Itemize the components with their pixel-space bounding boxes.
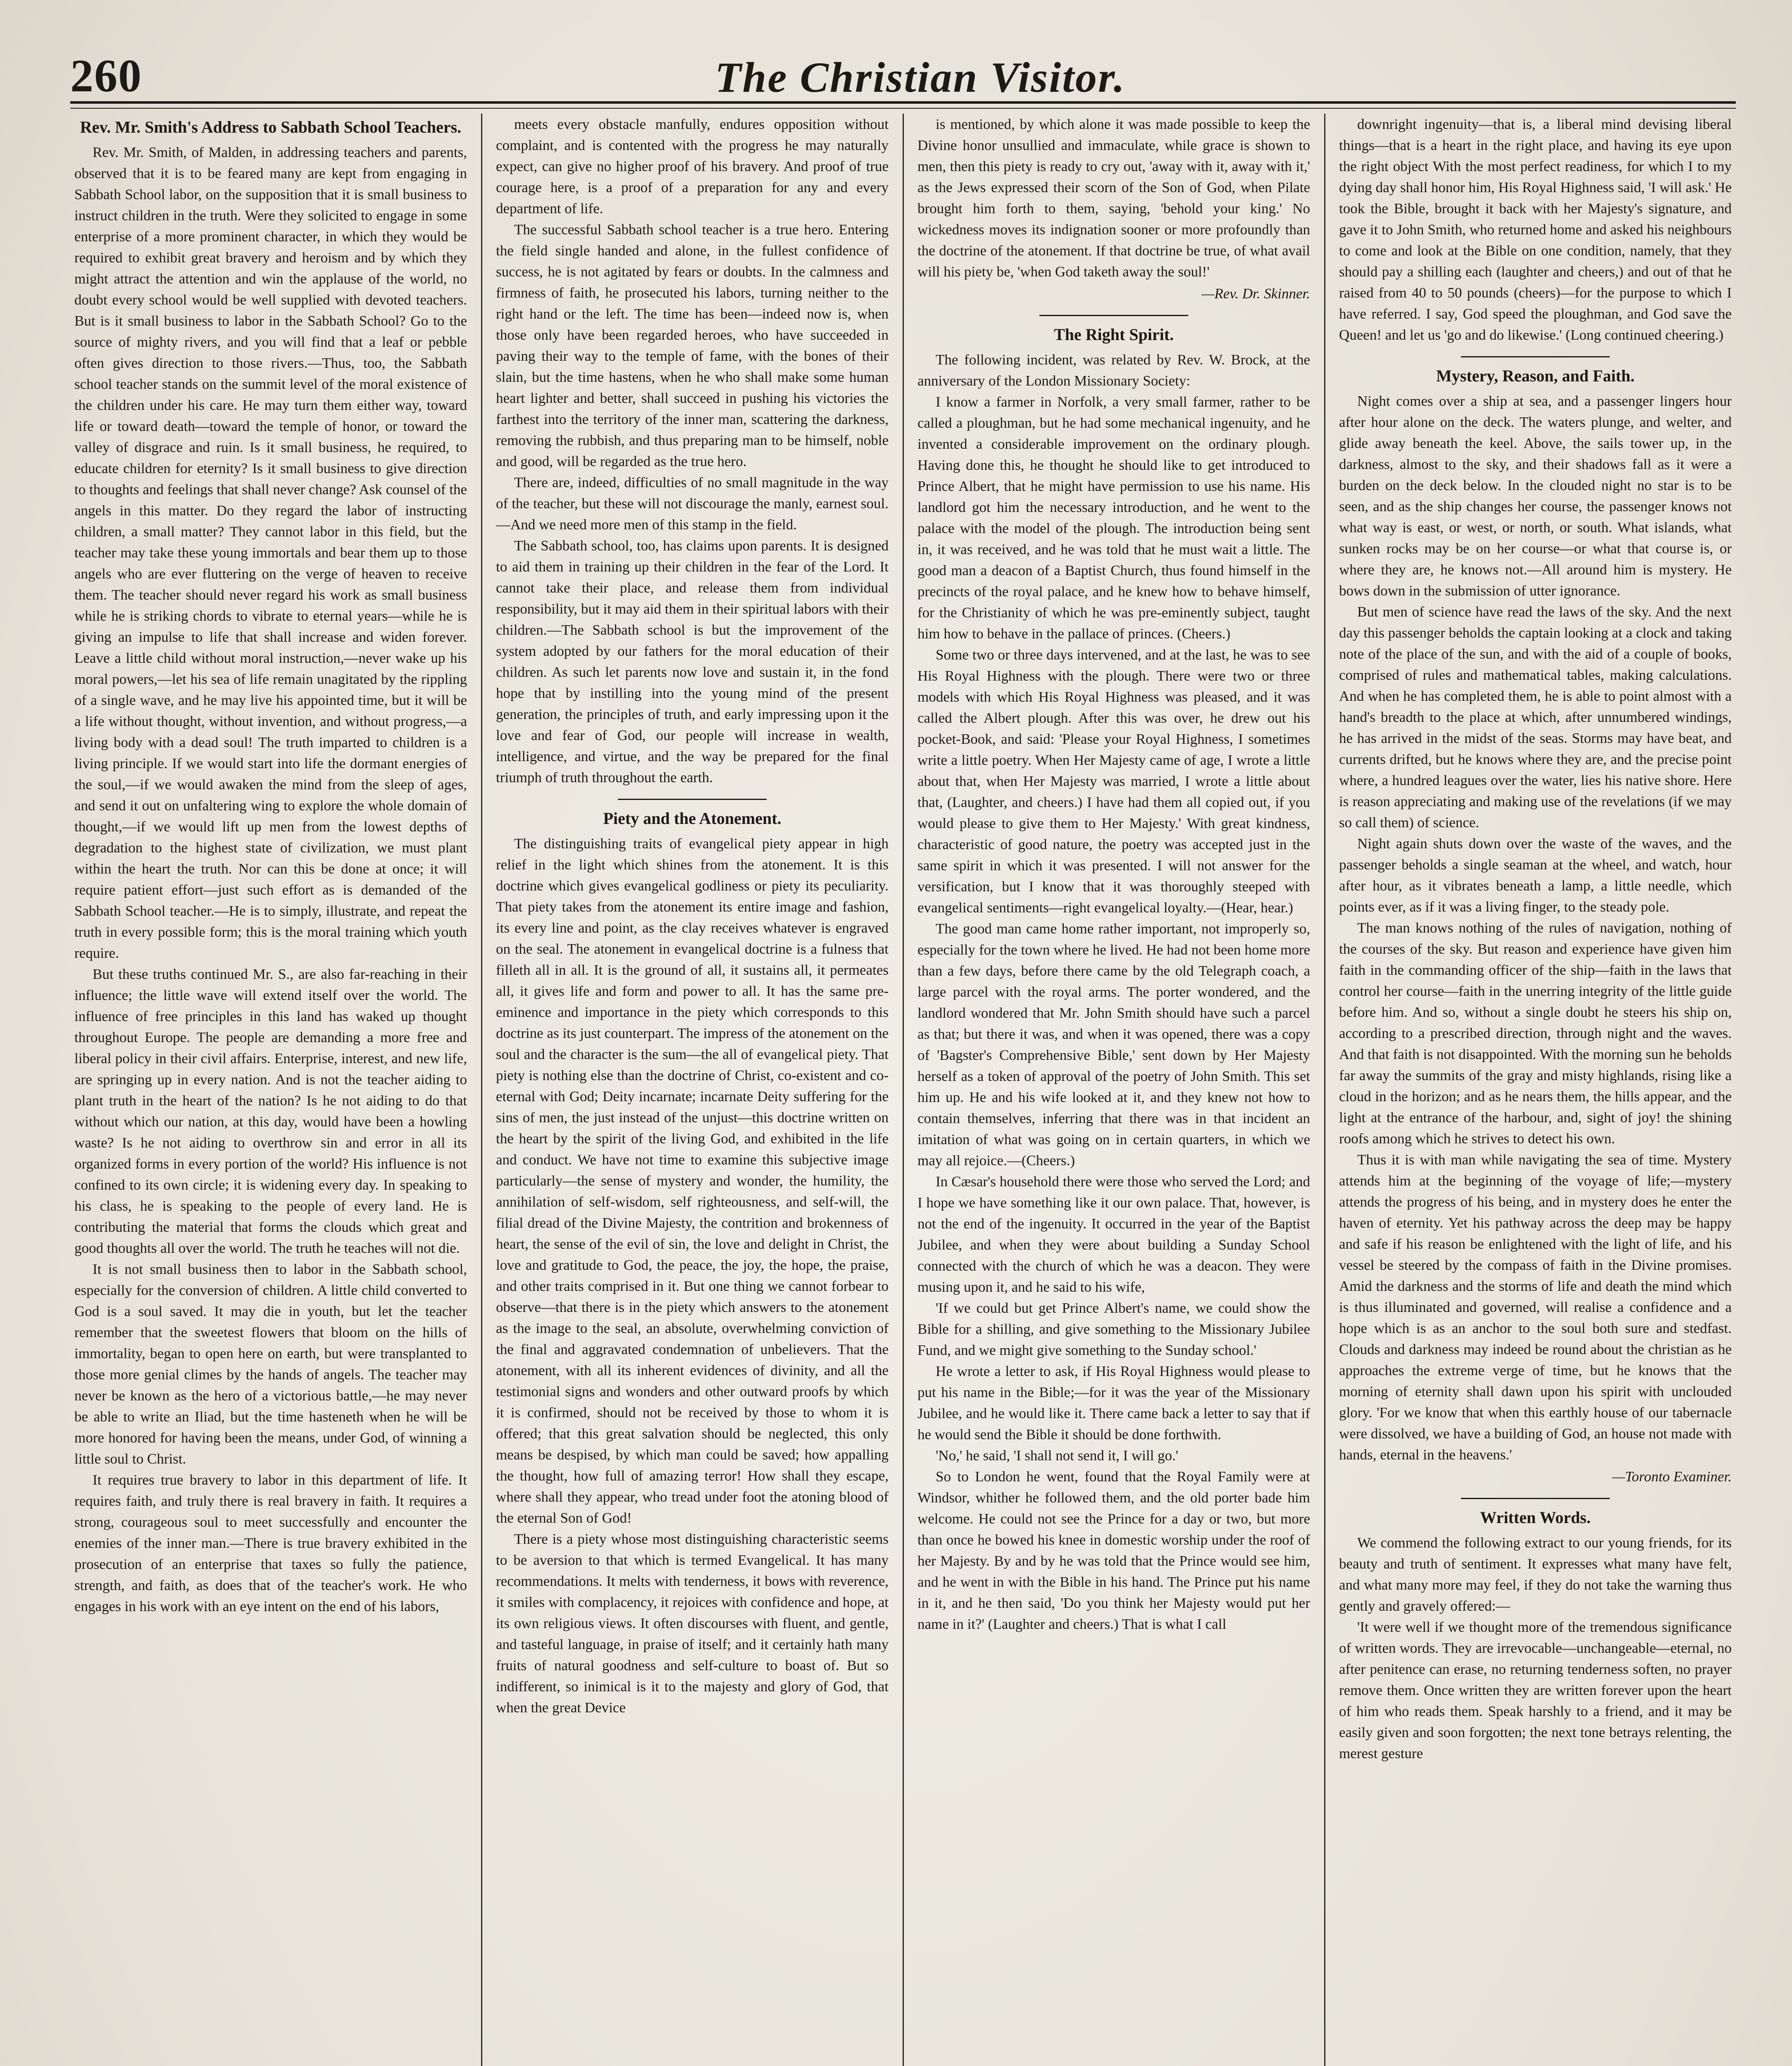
section-rule (1039, 315, 1188, 316)
newspaper-title: The Christian Visitor. (715, 54, 1126, 101)
article-paragraph: Thus it is with man while navigating the sea of time. Mystery attends him at the beginning of the voyage of life;—mystery attends the progress of his being, and in mystery does he enter the haven of eternity. Yet his pathway across the deep may be happy and safe if his reason be enlightened with the light of life, and his vessel be steered by the compass of faith in the Divine promises. Amid the darkness and the storms of life and death the mind which is thus illuminated and governed, will realise a confidence and a hope which is as an anchor to the soul both sure and stedfast. Clouds and darkness may indeed be round about the christian as he approaches the extreme verge of time, but he knows that the morning of eternity shall dawn upon his spirit with unclouded glory. 'For we know that when this earthly house of our tabernacle were dissolved, we have a building of God, an house not made with hands, eternal in the heavens.' (1339, 1152, 1732, 1463)
article-paragraph: 'It were well if we thought more of the tremendous significance of written words. They are irrevocable—unchangeable—eternal, no after penitence can erase, no returning tenderness soften, no prayer remove them. Once written they are written forever upon the heart of him who reads them. Speak harshly to a friend, and it may be easily given and soon forgotten; the next tone betrays relenting, the merest gesture (1339, 1619, 1732, 1761)
article-headline: Piety and the Atonement. (603, 809, 782, 828)
article-paragraph: Night again shuts down over the waste of the waves, and the passenger beholds a single seaman at the wheel, and watch, hour after hour, as it vibrates beneath a lamp, a little needle, which points ever, as if it was a living finger, to the steady pole. (1339, 835, 1732, 915)
article-paragraph: He wrote a letter to ask, if His Royal Highness would please to put his name in the Bible;—for it was the year of the Missionary Jubilee, and he would like it. There came back a letter to say that if he would send the Bible it should be done forthwith. (917, 1363, 1310, 1442)
column-4 (1339, 114, 1732, 2066)
article-headline: The Right Spirit. (1053, 325, 1174, 344)
article-paragraph: The distinguishing traits of evangelical piety appear in high relief in the light which shines from the atonement. It is this doctrine which gives evangelical godliness or piety its peculiarity. That piety takes from the atonement its entire image and fashion, its every line and point, as the clay receives whatever is engraved on the seal. The atonement in evangelical doctrine is a fulness that filleth all in all. It is the ground of all, it sustains all, it permeates all, it gives life and form and power to all. It has the same pre-eminence and importance in the piety which corresponds to this doctrine as its just counterpart. The impress of the atonement on the soul and the character is the sum—the all of evangelical piety. That piety is nothing else than the doctrine of Christ, co-existent and co-eternal with God; Deity incarnate; incarnate Deity suffering for the sins of men, the just instead of the unjust—this doctrine written on the heart by the spirit of the living God, and exhibited in the life and conduct. We have not time to examine this subjective image particularly—the sense of mystery and wonder, the humility, the annihilation of self-wisdom, self righteousness, and self-will, the filial dread of the Divine Majesty, the contrition and brokenness of heart, the sense of the evil of sin, the love and delight in Christ, the love and gratitude to God, the peace, the joy, the hope, the praise, and other traits comprised in it. But one thing we cannot forbear to observe—that there is in the piety which answers to the atonement as the image to the seal, an absolute, overwhelming conviction of the final and aggravated condemnation of unbelievers. That the atonement, with all its inherent evidences of divinity, and all the testimonial signs and wonders and other outward proofs by which it is confirmed, should not be received by those to whom it is offered; that this great salvation should be neglected, this only means be despised, by which man could be saved; how appalling the thought, how full of amazing terror! How shall they escape, where shall they appear, who tread under foot the atoning blood of the eternal Son of God! (496, 835, 889, 1526)
article-headline: Written Words. (1480, 1508, 1591, 1527)
article-paragraph: 'If we could but get Prince Albert's name, we could show the Bible for a shilling, and give something to the Missionary Jubilee Fund, and we might give something to the Sunday school.' (917, 1300, 1310, 1358)
masthead-rule (70, 101, 1736, 109)
article-paragraph: It is not small business then to labor in the Sabbath school, especially for the conversion of children. A little child converted to God is a soul saved. It may die in youth, but let the teacher remember that the sweetest flowers that bloom on the hills of immortality, began to open here on earth, but were transplanted to those more genial climes by the hands of angels. The teacher may never be known as the hero of a victorious battle,—he may never be able to write an Iliad, but the time hasteneth when he will be more honored for having been the means, under God, of winning a little soul to Christ. (74, 1261, 467, 1467)
masthead (70, 45, 1736, 103)
column-2 (496, 114, 889, 2066)
column-1 (74, 114, 467, 2066)
article-paragraph: There are, indeed, difficulties of no small magnitude in the way of the teacher, but these will not discourage the manly, earnest soul.—And we need more men of this stamp in the field. (496, 474, 889, 533)
section-rule (1461, 1498, 1610, 1499)
column-divider (903, 114, 904, 2066)
column-divider (481, 114, 482, 2066)
article-paragraph: In Cæsar's household there were those who served the Lord; and I hope we have something like it our own palace. That, however, is not the end of the ingenuity. It occurred in the year of the Baptist Jubilee, and when they were about building a Sunday School connected with the church of which he was a deacon. They were musing upon it, and he said to his wife, (917, 1173, 1310, 1295)
page-number: 260 (70, 50, 142, 102)
article-columns (74, 114, 1732, 2066)
article-paragraph: meets every obstacle manfully, endures opposition without complaint, and is contented with the progress he may naturally expect, can give no higher proof of his bravery. And proof of true courage here, is a proof of a preparation for any and every department of life. (496, 116, 889, 217)
article-paragraph: But these truths continued Mr. S., are also far-reaching in their influence; the little wave will extend itself over the world. The influence of free principles in this land has waked up thought throughout Europe. The people are demanding a more free and liberal policy in their civil affairs. Enterprise, interest, and new life, are springing up in every nation. And is not the teacher aiding to plant truth in the heart of the nation? Is he not aiding to do that without which our nation, at this day, would have been a howling waste? Is he not aiding to overthrow sin and error in all its organized forms in every portion of the world? His influence is not confined to its own circle; it is widening every day. In speaking to his class, he is speaking to the people of every land. He is contributing the material that forms the clouds which great and good thoughts all over the world. The truth he teaches will not die. (74, 966, 467, 1256)
article-attribution: —Rev. Dr. Skinner. (1201, 286, 1310, 302)
article-paragraph: The man knows nothing of the rules of navigation, nothing of the courses of the sky. But reason and experience have given him faith in the commanding officer of the ship—faith in the laws that control her course—faith in the unerring integrity of the little guide before him. And so, without a single doubt he steers his ship on, according to a prescribed direction, through night and the waves. And that faith is not disappointed. With the morning sun he beholds far away the summits of the gray and misty highlands, rising like a cloud in the horizon; and as he nears them, the hills appear, and the light at the entrance of the harbour, and, sight of joy! the shining roofs among which he strives to detect his own. (1339, 920, 1732, 1147)
article-attribution: —Toronto Examiner. (1612, 1469, 1732, 1485)
article-paragraph: The following incident, was related by Rev. W. Brock, at the anniversary of the London Missionary Society: (917, 352, 1310, 389)
section-rule (618, 799, 767, 800)
article-paragraph: Some two or three days intervened, and at the last, he was to see His Royal Highness with the plough. There were two or three models with which His Royal Highness was pleased, and it was called the Albert plough. After this was over, he drew out his pocket-Book, and said: 'Please your Royal Highness, I sometimes write a little poetry. When Her Majesty came of age, I wrote a little about that, when Her Majesty was married, I wrote a little about that, (Laughter, and cheers.) I have had them all copied out, if you would please to give them to Her Majesty.' With great kindness, characteristic of good nature, the poetry was accepted just in the same spirit in which it was presented. I will not answer for the versification, but I know that it was thoroughly steeped with evangelical sentiments—right evangelical loyalty.—(Hear, hear.) (917, 647, 1310, 916)
article-paragraph: Night comes over a ship at sea, and a passenger lingers hour after hour alone on the deck. The waters plunge, and welter, and glide away beneath the keel. Above, the sails tower up, in the darkness, almost to the sky, and their shadows fall as it were a burden on the deck below. In the clouded night no star is to be seen, and as the ship changes her course, the passenger knows not what way is east, or west, or north, or south. What islands, what sunken rocks may be on her course—or what that course is, or where they are, he knows not.—All around him is mystery. He bows down in the submission of utter ignorance. (1339, 393, 1732, 599)
article-headline: Mystery, Reason, and Faith. (1436, 367, 1635, 385)
article-paragraph: 'No,' he said, 'I shall not send it, I will go.' (936, 1447, 1179, 1464)
article-paragraph: I know a farmer in Norfolk, a very small farmer, rather to be called a ploughman, but he had some mechanical ingenuity, and he invented a considerable improvement on the ordinary plough. Having done this, he thought he should like to get introduced to Prince Albert, that he might have permission to use his name. His landlord got him the necessary introduction, and he went to the palace with the model of the plough. The introduction being sent in, it was received, and he was told that he must wait a little. The good man a deacon of a Baptist Church, thus found himself in the precincts of the royal palace, and he knew how to behave himself, for the Christianity of which he was pre-eminently subject, taught him how to behave in the pallace of princes. (Cheers.) (917, 394, 1310, 642)
article-paragraph: The good man came home rather important, not improperly so, especially for the town where he lived. He had not been home more than a few days, before there came by the old Telegraph coach, a large parcel with the royal arms. The porter wondered, and the landlord wondered that Mr. John Smith should have such a parcel as that; but there it was, and when it was opened, there was a copy of 'Bagster's Comprehensive Bible,' sent down by Her Majesty herself as a token of approval of the poetry of John Smith. This set him up. He and his wife looked at it, and they knew not how to contain themselves, inferring that there was in that incident an imitation of what was going on in certain quarters, in which we may all rejoice.—(Cheers.) (917, 921, 1310, 1169)
section-rule (1461, 356, 1610, 357)
article-paragraph: is mentioned, by which alone it was made possible to keep the Divine honor unsullied and immaculate, while grace is shown to men, then this piety is ready to cry out, 'away with it, away with it,' as the Jews expressed their scorn of the Son of God, when Pilate brought him forth to them, saying, 'behold your king.' No wickedness moves its indignation sooner or more profoundly than the doctrine of the atonement. If that doctrine be true, of what avail will his piety be, 'when God taketh away the soul!' (917, 116, 1310, 280)
article-paragraph: We commend the following extract to our young friends, for its beauty and truth of sentiment. It expresses what many have felt, and what many more may feel, if they do not take the warning thus gently and gravely offered:— (1339, 1535, 1732, 1614)
article-paragraph: It requires true bravery to labor in this department of life. It requires faith, and truly there is real bravery in faith. It requires a strong, courageous soul to meet successfully and encounter the enemies of the inner man.—There is true bravery exhibited in the prosecution of an enterprise that taxes so fully the patience, strength, and faith, as does that of the teacher's work. He who engages in his work with an eye intent on the end of his labors, (74, 1472, 467, 1614)
article-paragraph: The Sabbath school, too, has claims upon parents. It is designed to aid them in training up their children in the fear of the Lord. It cannot take their place, and release them from individual responsibility, but it may aid them in their spiritual labors with their children.—The Sabbath school is but the improvement of the system adopted by our fathers for the moral education of their children. As such let parents now love and sustain it, in the fond hope that by instilling into the young mind of the present generation, the principles of truth, and early impressing upon it the love and fear of God, our people will increase in wealth, intelligence, and virtue, and the way be prepared for the final triumph of truth throughout the earth. (496, 538, 889, 785)
article-paragraph: There is a piety whose most distinguishing characteristic seems to be aversion to that which is termed Evangelical. It has many recommendations. It melts with tenderness, it bows with reverence, it smiles with complacency, it rejoices with confidence and hope, at its own religious views. It often discourses with fluent, and gentle, and tasteful language, in praise of itself; and it certainly hath many fruits of natural goodness and self-culture to boast of. But so indifferent, so inimical is it to the majesty and glory of God, that when the great Device (496, 1531, 889, 1716)
article-paragraph: So to London he went, found that the Royal Family were at Windsor, whither he followed them, and the old porter bade him welcome. He could not see the Prince for a day or two, but more than once he bowed his knee in domestic worship under the roof of her Majesty. By and by he was told that the Prince would see him, and he went in with the Bible in his hand. The Prince put his name in it, and he then said, 'Do you think her Majesty would put her name in it?' (Laughter and cheers.) That is what I call (917, 1469, 1310, 1632)
article-paragraph: downright ingenuity—that is, a liberal mind devising liberal things—that is a heart in the right place, and having its eye upon the right object With the most perfect readiness, for which I to my dying day shall honor him, His Royal Highness said, 'I will ask.' He took the Bible, brought it back with her Majesty's signature, and gave it to John Smith, who returned home and asked his neighbours to come and look at the Bible on one condition, namely, that they should pay a shilling each (laughter and cheers,) and out of that he raised from 40 to 50 pounds (cheers)—for the purpose to which I have referred. I say, God speed the ploughman, and God save the Queen! and let us 'go and do likewise.' (Long continued cheering.) (1339, 116, 1732, 343)
column-divider (1324, 114, 1325, 2066)
column-3 (917, 114, 1310, 2066)
article-paragraph: The successful Sabbath school teacher is a true hero. Entering the field single handed and alone, in the fullest confidence of success, he is not agitated by fears or doubts. In the calmness and firmness of faith, he prosecuted his labors, turning neither to the right hand or the left. The time has been—indeed now is, when those only have been regarded heroes, who have succeeded in paving their way to the temple of fame, with the bones of their slain, but the time hastens, when he who shall make some human heart lighter and better, shall succeed in pushing his victories the farthest into the territory of the inner man, scattering the darkness, removing the rubbish, and thus preparing man to be himself, noble and good, will be regarded as the true hero. (496, 221, 889, 469)
article-headline: Rev. Mr. Smith's Address to Sabbath School Teachers. (80, 118, 462, 136)
article-paragraph: Rev. Mr. Smith, of Malden, in addressing teachers and parents, observed that it is to be feared many are kept from engaging in Sabbath School labor, on the supposition that it is small business to instruct children in the truth. Were they solicited to engage in some enterprise of a more prominent character, in which they would be required to exhibit great bravery and heroism and by which they might attract the attention and win the applause of the world, no doubt every school would be well supplied with devoted teachers. But is it small business to labor in the Sabbath School? Go to the source of mighty rivers, and you will find that a leaf or pebble often gives direction to those rivers.—Thus, too, the Sabbath school teacher stands on the summit level of the moral existence of the children under his care. He may turn them either way, toward life or toward death—toward the temple of honor, or toward the valley of disgrace and ruin. Is it small business, he required, to educate children for eternity? Is it small business to give direction to thoughts and feelings that shall never change? Ask counsel of the angels in this matter. Do they regard the labor of instructing children, a small matter? They cannot labor in this field, but the teacher may take these young immortals and bear them up to those angels who are ever fluttering on the verge of heaven to receive them. The teacher should never regard his work as small business while he is striking chords to vibrate to eternal years—while he is giving an impulse to life that shall increase and widen forever. Leave a little child without moral instruction,—never wake up his moral powers,—let his sea of life remain unagitated by the rippling of a single wave, and he may live his appointed time, but it will be a life without thought, without invention, and without progress,—a living body with a dead soul! The truth imparted to children is a living principle. If we would start into life the dormant energies of the soul,—if we would awaken the mind from the sleep of ages, and send it out on unfaltering wing to explore the whole domain of thought,—if we would lift up men from the lowest depths of degradation to the highest state of civilization, we must plant within the heart the truth. Nor can this be done at once; it will require patient effort—just such effort as is demanded of the Sabbath School teacher.—He is to simply, illustrate, and repeat the truth in every possible form; this is the moral training which youth require. (74, 144, 467, 961)
article-paragraph: But men of science have read the laws of the sky. And the next day this passenger beholds the captain looking at a clock and taking note of the place of the sun, and with the aid of a couple of books, comprised of rules and mathematical tables, making calculations. And when he has completed them, he is able to point almost with a hand's breadth to the place at which, after unnumbered windings, he has arrived in the midst of the seas. Storms may have beat, and currents drifted, but he knows where they are, and the precise point where, a hundred leagues over the water, lies his native shore. Here is reason appreciating and making use of the revelations (if we may so call them) of science. (1339, 604, 1732, 831)
